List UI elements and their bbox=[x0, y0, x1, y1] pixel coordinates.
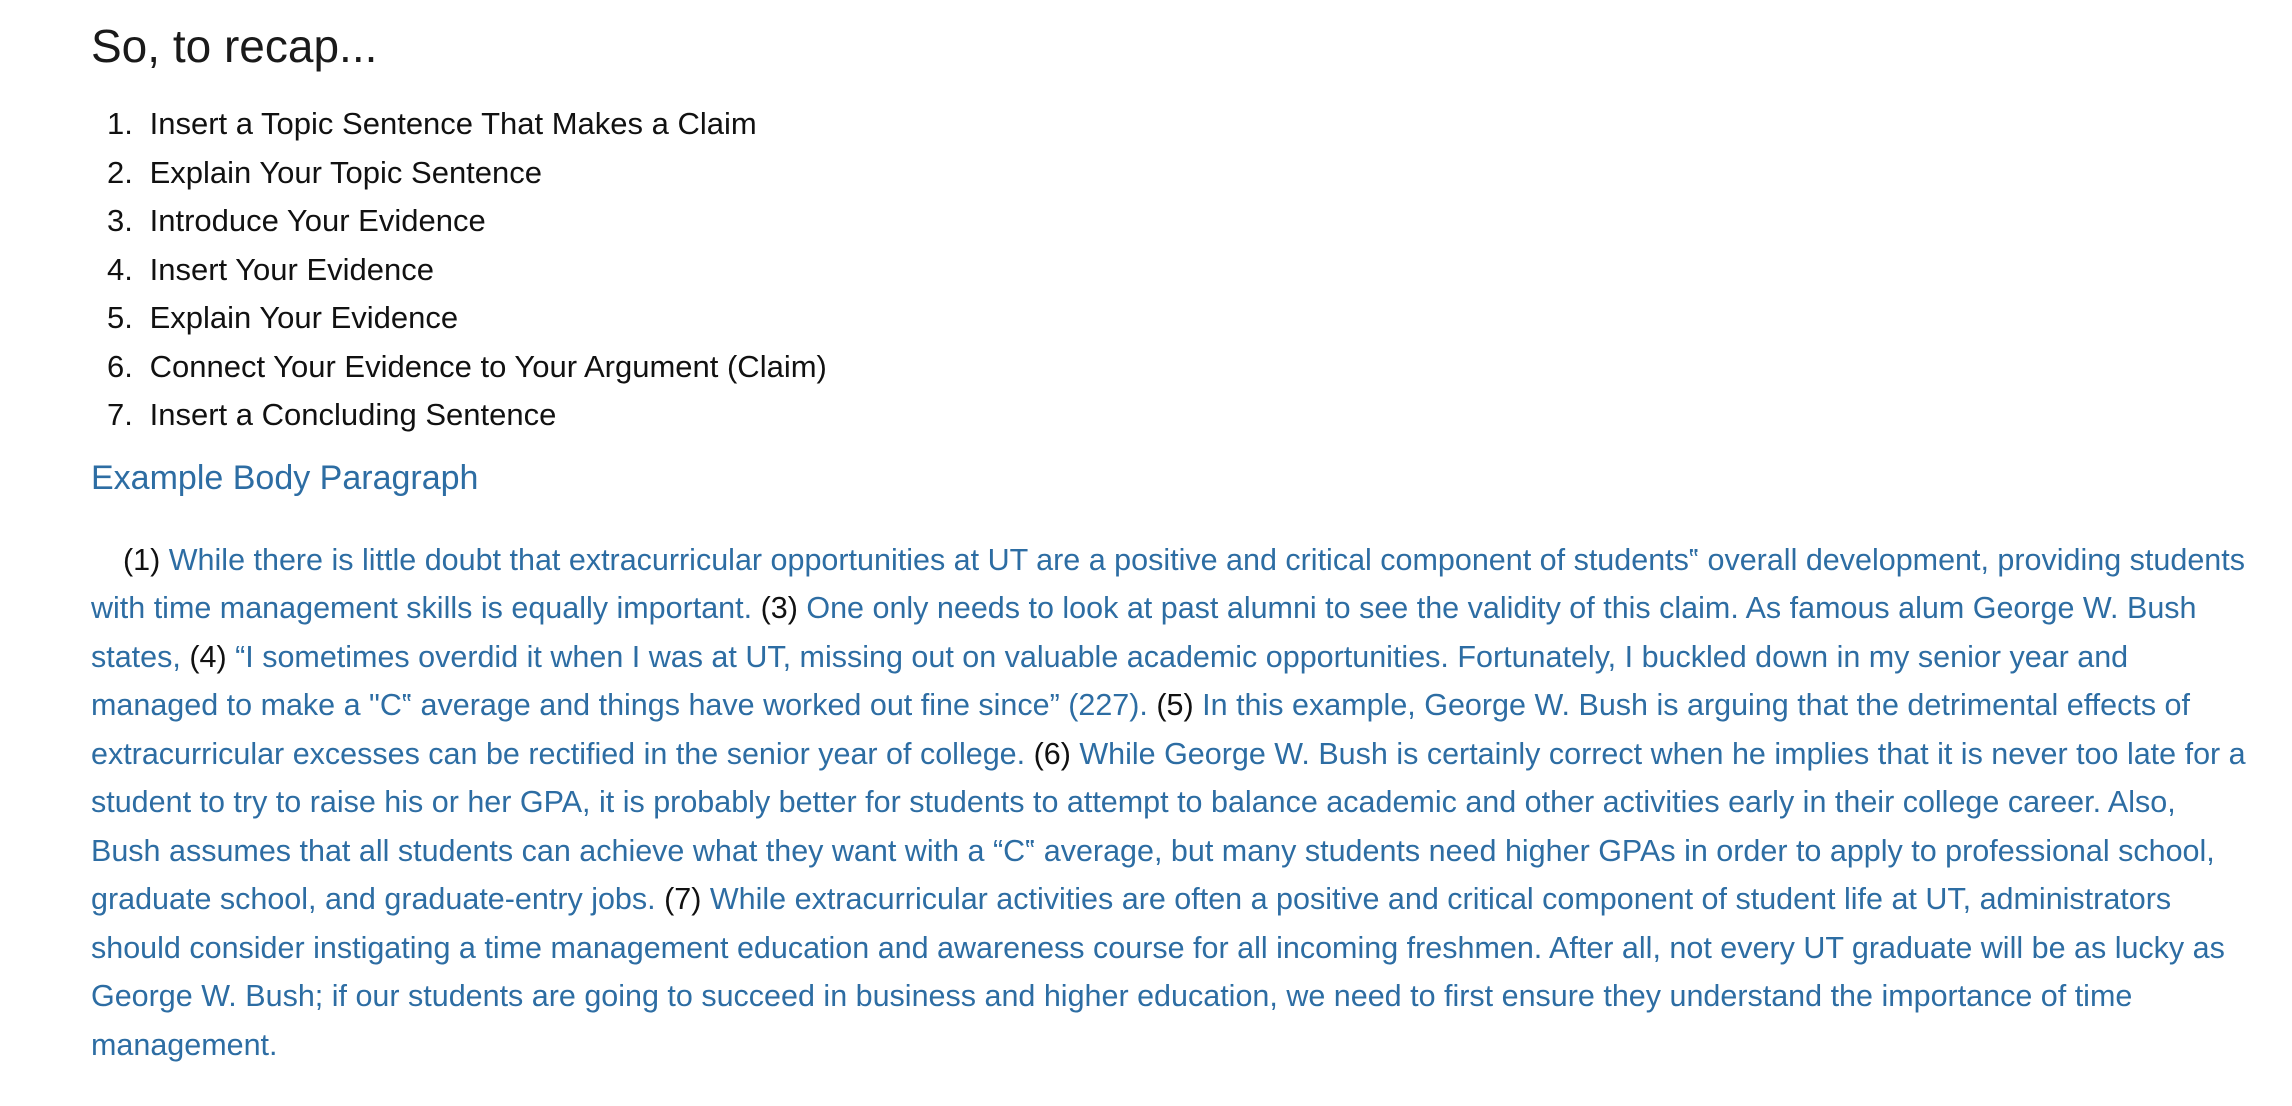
step-marker: (1) bbox=[123, 542, 161, 577]
paragraph-segment: While there is little doubt that extracurricular opportunities at UT are a positive and critical component of students‟ overall development, providing students with time management skills is equally important. bbox=[91, 542, 2245, 625]
step-marker: (5) bbox=[1156, 688, 1194, 722]
list-item bbox=[107, 197, 2251, 246]
list-item bbox=[107, 343, 2251, 392]
list-item-number: 2. bbox=[107, 154, 133, 190]
list-item-text: Connect Your Evidence to Your Argument (Claim) bbox=[149, 348, 827, 384]
paragraph-segment: While extracurricular activities are often a positive and critical component of student life at UT, administrators should consider instigating a time management education and awareness course for all incoming freshmen. After all, not every UT graduate will be as lucky as George W. Bush; if our students are going to succeed in business and higher education, we need to first ensure they understand the importance of time management. bbox=[91, 882, 2225, 1062]
step-marker: (7) bbox=[664, 882, 702, 916]
list-item-number: 6. bbox=[107, 348, 133, 384]
paragraph-segment: In this example, George W. Bush is arguing that the detrimental effects of extracurricular excesses can be rectified in the senior year of college. bbox=[91, 688, 2190, 771]
recap-steps-list bbox=[91, 100, 2251, 440]
recap-title: So, to recap... bbox=[91, 20, 378, 72]
list-item-number: 7. bbox=[107, 397, 133, 432]
list-item-text: Insert a Topic Sentence That Makes a Claim bbox=[149, 106, 757, 141]
list-item bbox=[107, 246, 2251, 295]
list-item-number: 1. bbox=[107, 106, 133, 141]
step-marker: (6) bbox=[1033, 736, 1071, 771]
list-item bbox=[107, 100, 2251, 149]
example-heading: Example Body Paragraph bbox=[91, 458, 479, 497]
list-item-text: Introduce Your Evidence bbox=[149, 203, 486, 238]
example-paragraph bbox=[91, 536, 2251, 1070]
list-item-number: 4. bbox=[107, 251, 133, 287]
list-item bbox=[107, 391, 2251, 440]
list-item bbox=[107, 149, 2251, 198]
list-item-text: Explain Your Evidence bbox=[149, 300, 459, 335]
list-item-number: 5. bbox=[107, 300, 133, 335]
document-page bbox=[91, 0, 2251, 1069]
step-marker: (4) bbox=[189, 639, 227, 674]
step-marker: (3) bbox=[760, 591, 798, 625]
list-item-text: Explain Your Topic Sentence bbox=[149, 154, 543, 190]
list-item-text: Insert Your Evidence bbox=[149, 251, 434, 287]
paragraph-segment: One only needs to look at past alumni to see the validity of this claim. As famous alum George W. Bush states, bbox=[91, 591, 2197, 674]
list-item bbox=[107, 294, 2251, 343]
paragraph-segment: “I sometimes overdid it when I was at UT, missing out on valuable academic opportunities. Fortunately, I buckled down in my senior year and managed to make a "C‟ average and things have worked out fine since” (227). bbox=[91, 639, 2129, 722]
list-item-text: Insert a Concluding Sentence bbox=[149, 397, 557, 432]
list-item-number: 3. bbox=[107, 203, 133, 238]
paragraph-segment: While George W. Bush is certainly correct when he implies that it is never too late for a student to try to raise his or her GPA, it is probably better for students to attempt to balance academic and other activities early in their college career. Also, Bush assumes that all students can achieve what they want with a “C‟ average, but many students need higher GPAs in order to apply to professional school, graduate school, and graduate-entry jobs. bbox=[91, 736, 2246, 916]
